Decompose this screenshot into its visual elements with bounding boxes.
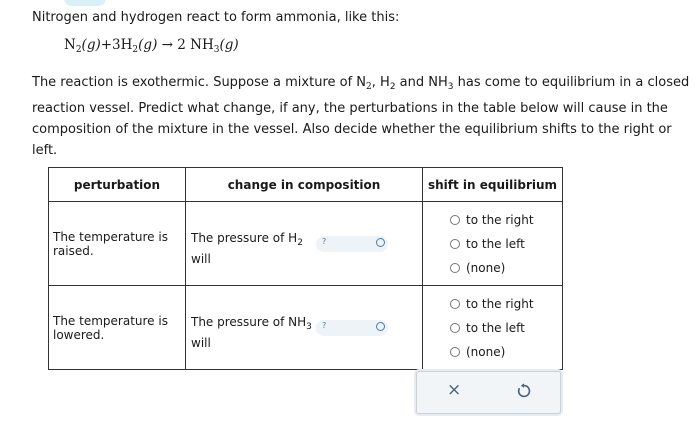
table-header-row [49,168,563,202]
radio-icon[interactable] [450,323,460,333]
radio-icon[interactable] [450,299,460,309]
radio-icon[interactable] [450,239,460,249]
header-shift: shift in equilibrium [423,168,563,202]
shift-options [423,286,563,370]
change-dropdown[interactable] [316,320,388,336]
answer-actions [416,371,561,414]
perturbation-table [48,167,563,370]
close-icon[interactable]: × [447,380,462,400]
header-change: change in composition [186,168,423,202]
header-perturbation: perturbation [49,168,186,202]
radio-icon[interactable] [450,215,460,225]
change-cell [186,202,423,286]
shift-options [423,202,563,286]
radio-option[interactable]: to the left [450,232,562,256]
radio-option[interactable]: (none) [450,340,562,364]
radio-icon[interactable] [450,347,460,357]
chevron-down-icon [376,322,385,331]
dropdown-value: ? [322,237,327,246]
radio-option[interactable]: to the left [450,316,562,340]
perturbation-cell: The temperature is lowered. [49,286,186,370]
change-label: The pressure of $NH_3$ will [191,315,312,350]
change-dropdown[interactable] [316,236,388,252]
radio-option[interactable]: (none) [450,256,562,280]
change-cell [186,286,423,370]
top-tab [64,0,106,6]
dropdown-value: ? [322,321,327,330]
undo-icon[interactable] [515,382,533,400]
radio-option[interactable]: to the right [450,208,562,232]
reaction-equation: $N_2(g)+3H_2(g) \to 2$ $NH_3(g)$ [64,37,239,55]
radio-icon[interactable] [450,263,460,273]
change-label: The pressure of $H_2$ will [191,231,303,266]
intro-text: Nitrogen and hydrogen react to form ammonia, like this: [32,10,400,25]
perturbation-cell: The temperature is raised. [49,202,186,286]
radio-option[interactable]: to the right [450,292,562,316]
table-row [49,286,563,370]
table-row [49,202,563,286]
chevron-down-icon [376,238,385,247]
instructions-paragraph: The reaction is exothermic. Suppose a mixture of $N_2$, $H_2$ and $NH_3$ has come to equilibrium in a closed reaction vessel. Predict what change, if any, the perturbations in the table below will cause in the composition of the mixture in the vessel. Also decide whether the equilibrium shifts to the right or left. [32,75,690,158]
